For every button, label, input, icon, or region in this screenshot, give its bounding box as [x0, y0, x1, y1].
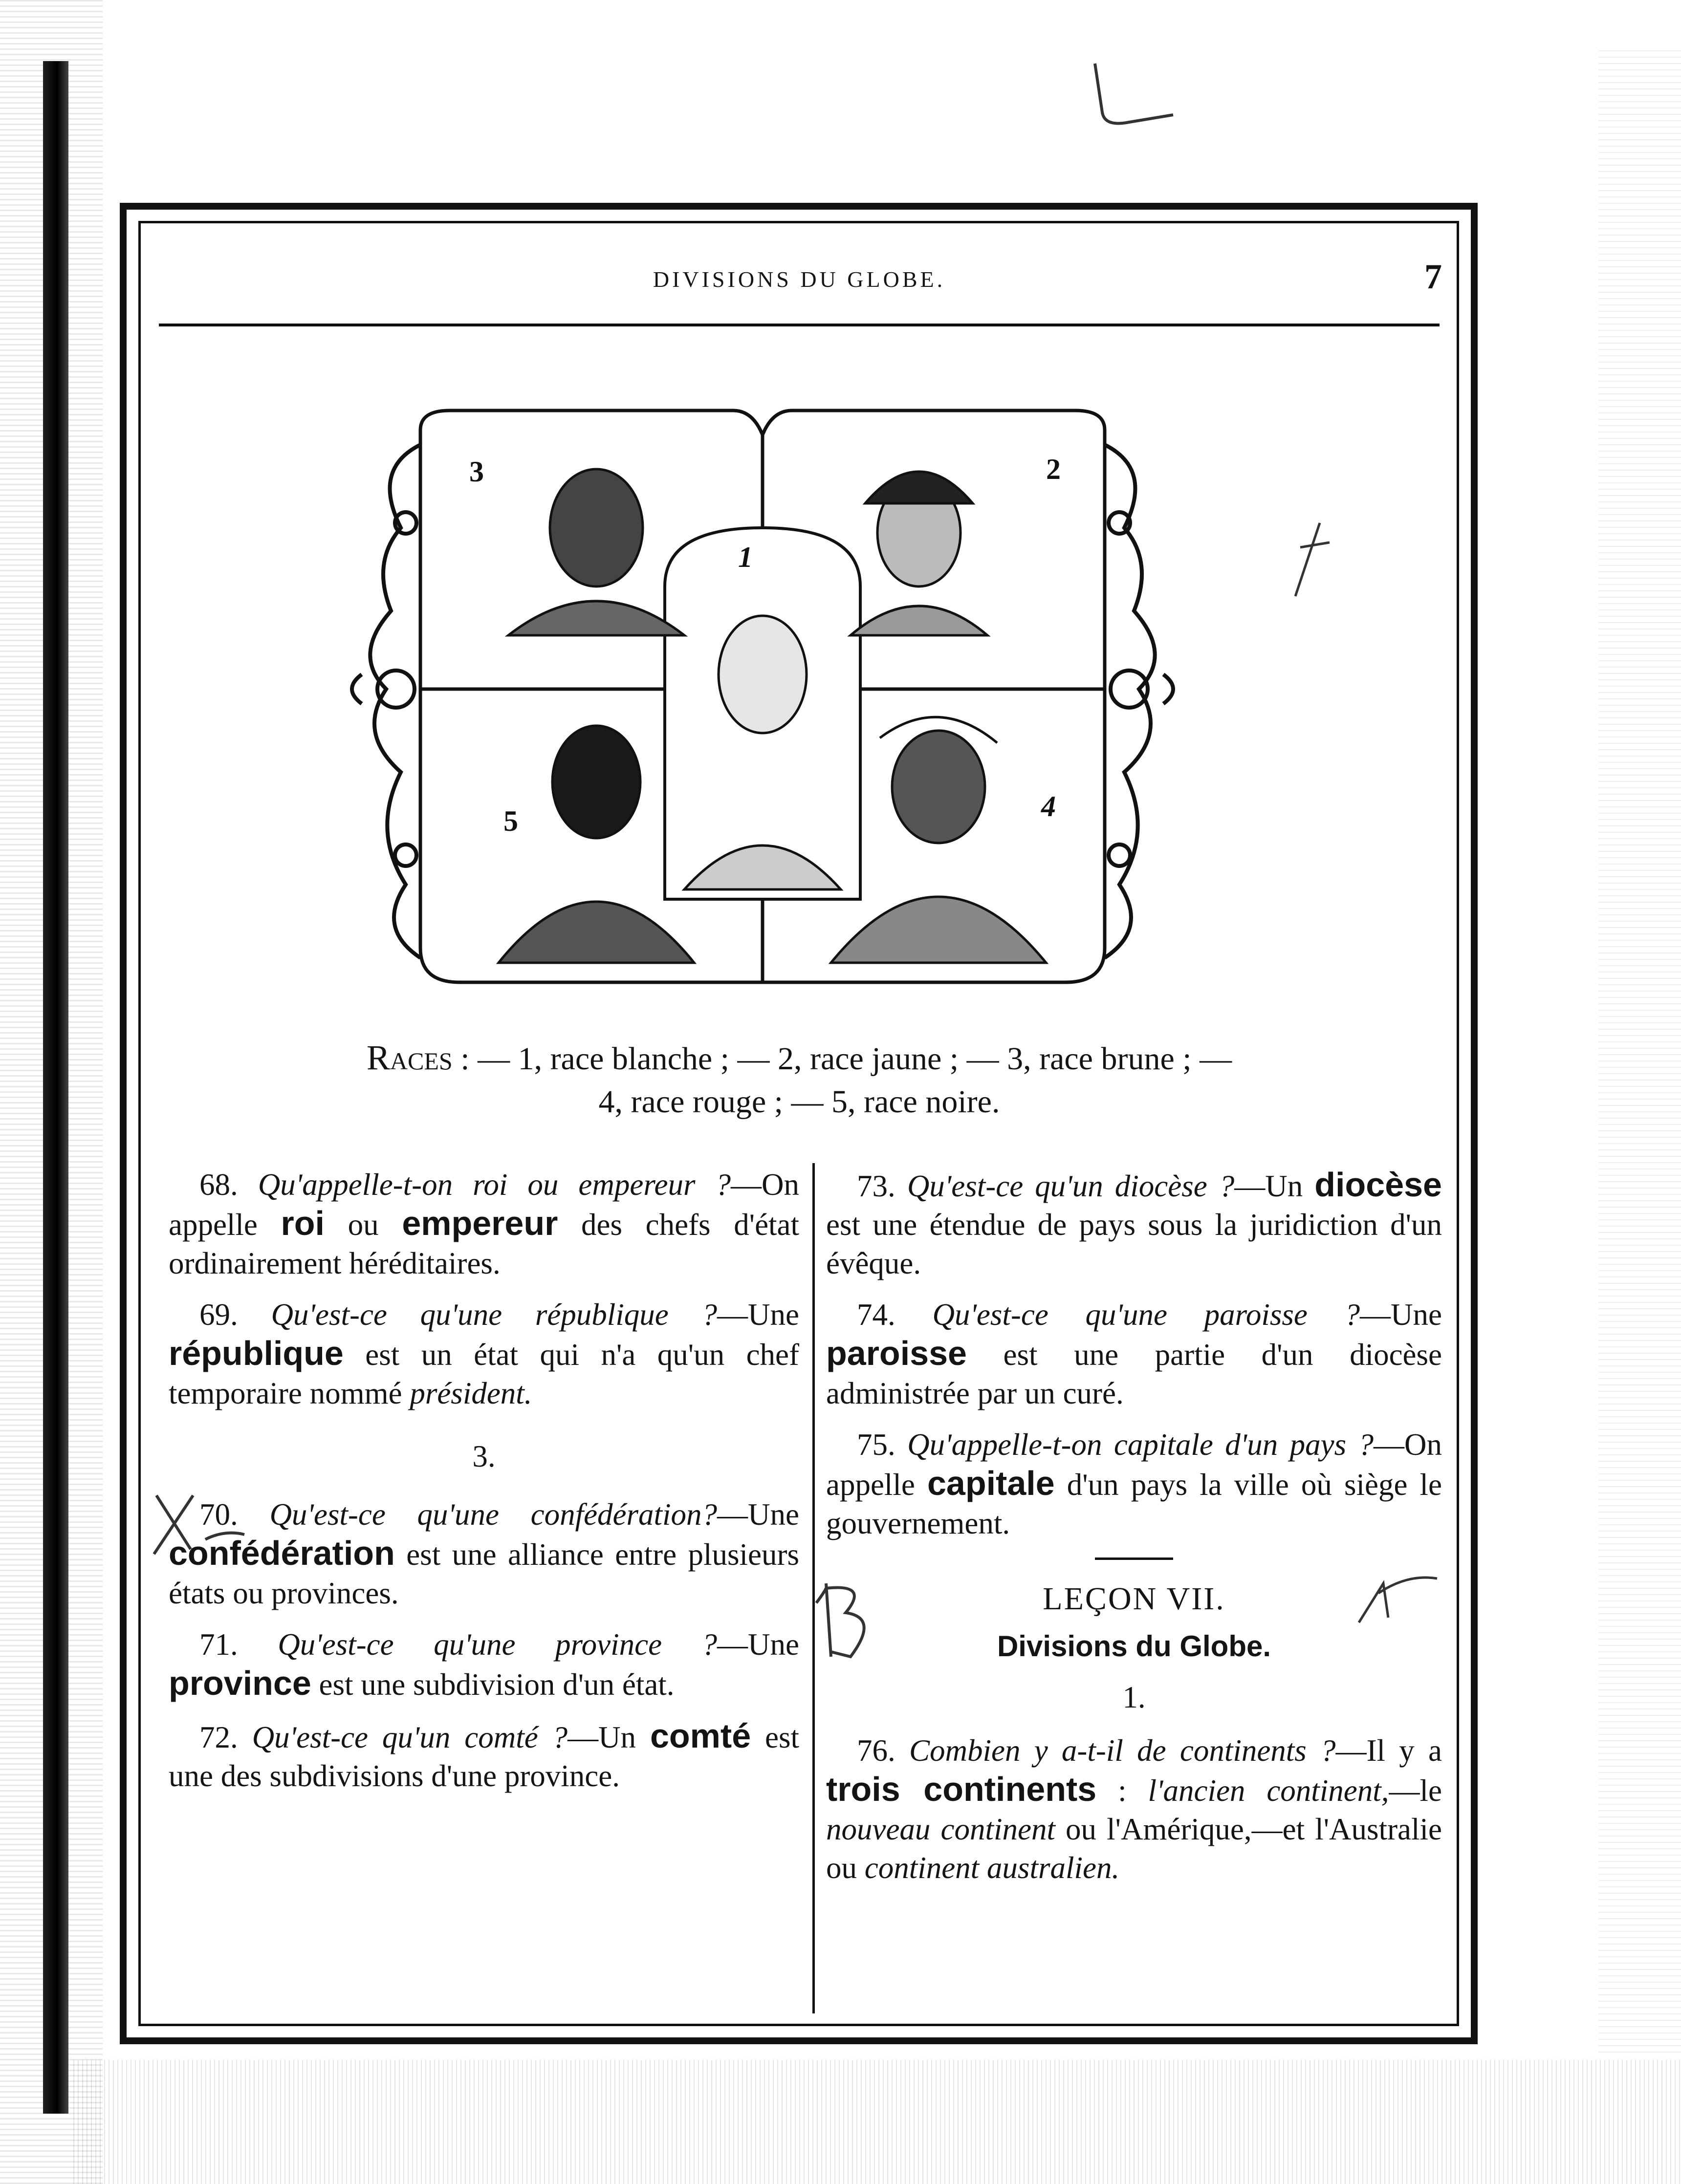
paragraph-75: 75. Qu'appelle-t-on capitale d'un pays ?—On appelle capitale d'un pays la ville où siège le gouvernement.: [826, 1427, 1442, 1540]
term-confederation: confédération: [169, 1534, 395, 1572]
paragraph-72: 72. Qu'est-ce qu'un comté ?—Un comté est une des subdivisions d'une province.: [169, 1717, 799, 1793]
term-paroisse: paroisse: [826, 1334, 967, 1372]
caption-line-1-text: : — 1, race blanche ; — 2, race jaune ; — 3, race brune ; —: [452, 1041, 1232, 1077]
races-illustration: [342, 401, 1183, 992]
question-75: Qu'appelle-t-on capitale d'un pays ?: [907, 1427, 1374, 1462]
running-title: DIVISIONS DU GLOBE.: [653, 267, 946, 292]
right-column: [826, 1166, 1442, 1900]
term-roi: roi: [281, 1204, 325, 1242]
question-72: Qu'est-ce qu'un comté ?: [252, 1720, 568, 1754]
book-binding-shadow: [43, 61, 68, 2114]
page-number: 7: [1424, 257, 1442, 296]
question-71: Qu'est-ce qu'une province ?: [278, 1627, 718, 1662]
scan-edge-right: [1598, 49, 1681, 2053]
caption-lead: Races: [366, 1038, 453, 1077]
left-column: [169, 1166, 799, 1808]
scan-edge-bottom: [73, 2060, 1681, 2184]
figure-label-2: 2: [1046, 453, 1061, 485]
term-comte: comté: [650, 1717, 751, 1755]
paragraph-73: 73. Qu'est-ce qu'un diocèse ?—Un diocèse est une étendue de pays sous la juridiction d'un évêque.: [826, 1166, 1442, 1280]
caption-line-2: 4, race rouge ; — 5, race noire.: [598, 1084, 1000, 1120]
question-73: Qu'est-ce qu'un diocèse ?: [907, 1169, 1235, 1203]
question-69: Qu'est-ce qu'une république ?: [271, 1297, 718, 1332]
lesson-subtitle: Divisions du Globe.: [997, 1630, 1271, 1663]
pencil-mark-top: [1075, 54, 1202, 137]
question-70: Qu'est-ce qu'une confédération?: [269, 1497, 718, 1532]
header-rule: [159, 324, 1440, 326]
figure-label-1: 1: [738, 541, 753, 573]
lesson-title: LEÇON VII.: [1043, 1581, 1225, 1617]
lesson-separator-rule: [1095, 1557, 1173, 1560]
paragraph-68: 68. Qu'appelle-t-on roi ou empereur ?—On appelle roi ou empereur des chefs d'état ordinairement héréditaires.: [169, 1168, 799, 1280]
term-empereur: empereur: [402, 1204, 558, 1242]
paragraph-74: 74. Qu'est-ce qu'une paroisse ?—Une paroisse est une partie d'un diocèse administrée par un curé.: [826, 1297, 1442, 1410]
paragraph-70: 70. Qu'est-ce qu'une confédération?—Une confédération est une alliance entre plusieurs états ou provinces.: [169, 1497, 799, 1610]
section-number-3: 3.: [472, 1439, 496, 1473]
figure-label-5: 5: [503, 805, 518, 837]
column-divider: [812, 1163, 815, 2013]
term-capitale: capitale: [927, 1464, 1055, 1502]
figure-caption: [156, 1036, 1442, 1124]
question-74: Qu'est-ce qu'une paroisse ?: [932, 1297, 1360, 1332]
figure-label-4: 4: [1041, 790, 1056, 822]
question-76: Combien y a-t-il de continents ?: [909, 1733, 1336, 1768]
term-trois-continents: trois continents: [826, 1770, 1097, 1808]
paragraph-69: 69. Qu'est-ce qu'une république ?—Une république est un état qui n'a qu'un chef temporaire nommé président.: [169, 1297, 799, 1410]
section-number-1: 1.: [1122, 1680, 1146, 1714]
paragraph-76: 76. Combien y a-t-il de continents ?—Il y a trois continents : l'ancien continent,—le nouveau continent ou l'Amérique,—et l'Australie ou continent australien.: [826, 1733, 1442, 1885]
term-republique: république: [169, 1334, 344, 1372]
paragraph-71: 71. Qu'est-ce qu'une province ?—Une province est une subdivision d'un état.: [169, 1627, 799, 1702]
term-province: province: [169, 1664, 311, 1702]
term-diocese: diocèse: [1314, 1166, 1442, 1204]
caption-line-1: [156, 1036, 1442, 1081]
question-68: Qu'appelle-t-on roi ou empereur ?: [258, 1168, 731, 1202]
figure-label-3: 3: [469, 455, 484, 488]
